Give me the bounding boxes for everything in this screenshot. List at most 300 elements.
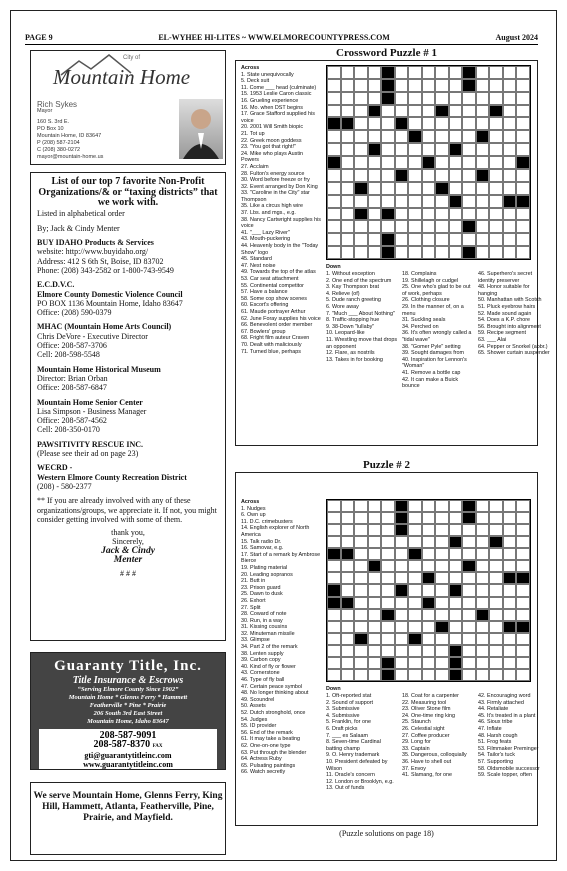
grid-cell[interactable] bbox=[435, 584, 449, 596]
grid-cell[interactable] bbox=[462, 66, 476, 79]
grid-cell[interactable] bbox=[476, 92, 490, 105]
grid-cell[interactable] bbox=[462, 105, 476, 118]
grid-cell[interactable] bbox=[449, 560, 463, 572]
grid-cell[interactable] bbox=[462, 208, 476, 221]
grid-cell[interactable] bbox=[449, 597, 463, 609]
grid-cell[interactable] bbox=[341, 500, 355, 512]
grid-cell[interactable] bbox=[341, 669, 355, 681]
grid-cell[interactable] bbox=[354, 130, 368, 143]
puzzle-2-grid[interactable] bbox=[326, 499, 531, 682]
grid-cell[interactable] bbox=[327, 621, 341, 633]
grid-cell[interactable] bbox=[341, 536, 355, 548]
grid-cell[interactable] bbox=[476, 621, 490, 633]
grid-cell[interactable] bbox=[489, 117, 503, 130]
grid-cell[interactable] bbox=[381, 657, 395, 669]
grid-cell[interactable] bbox=[422, 500, 436, 512]
grid-cell[interactable] bbox=[395, 621, 409, 633]
grid-cell[interactable] bbox=[422, 645, 436, 657]
grid-cell[interactable] bbox=[408, 66, 422, 79]
grid-cell[interactable] bbox=[476, 130, 490, 143]
grid-cell[interactable] bbox=[462, 572, 476, 584]
grid-cell[interactable] bbox=[408, 524, 422, 536]
grid-cell[interactable] bbox=[368, 548, 382, 560]
grid-cell[interactable] bbox=[408, 548, 422, 560]
grid-cell[interactable] bbox=[422, 597, 436, 609]
grid-cell[interactable] bbox=[449, 220, 463, 233]
grid-cell[interactable] bbox=[476, 560, 490, 572]
grid-cell[interactable] bbox=[354, 512, 368, 524]
grid-cell[interactable] bbox=[327, 657, 341, 669]
grid-cell[interactable] bbox=[476, 233, 490, 246]
grid-cell[interactable] bbox=[516, 195, 530, 208]
grid-cell[interactable] bbox=[449, 117, 463, 130]
grid-cell[interactable] bbox=[354, 536, 368, 548]
grid-cell[interactable] bbox=[489, 66, 503, 79]
grid-cell[interactable] bbox=[489, 195, 503, 208]
grid-cell[interactable] bbox=[503, 621, 517, 633]
grid-cell[interactable] bbox=[381, 220, 395, 233]
grid-cell[interactable] bbox=[327, 220, 341, 233]
grid-cell[interactable] bbox=[422, 669, 436, 681]
grid-cell[interactable] bbox=[476, 220, 490, 233]
grid-cell[interactable] bbox=[341, 560, 355, 572]
grid-cell[interactable] bbox=[516, 657, 530, 669]
grid-cell[interactable] bbox=[341, 220, 355, 233]
grid-cell[interactable] bbox=[408, 143, 422, 156]
grid-cell[interactable] bbox=[354, 117, 368, 130]
grid-cell[interactable] bbox=[462, 500, 476, 512]
grid-cell[interactable] bbox=[489, 233, 503, 246]
grid-cell[interactable] bbox=[503, 117, 517, 130]
grid-cell[interactable] bbox=[327, 79, 341, 92]
grid-cell[interactable] bbox=[476, 572, 490, 584]
grid-cell[interactable] bbox=[341, 645, 355, 657]
grid-cell[interactable] bbox=[476, 597, 490, 609]
grid-cell[interactable] bbox=[381, 536, 395, 548]
grid-cell[interactable] bbox=[422, 512, 436, 524]
grid-cell[interactable] bbox=[435, 130, 449, 143]
grid-cell[interactable] bbox=[327, 182, 341, 195]
grid-cell[interactable] bbox=[368, 657, 382, 669]
grid-cell[interactable] bbox=[354, 572, 368, 584]
grid-cell[interactable] bbox=[395, 79, 409, 92]
grid-cell[interactable] bbox=[435, 169, 449, 182]
grid-cell[interactable] bbox=[476, 117, 490, 130]
grid-cell[interactable] bbox=[476, 66, 490, 79]
grid-cell[interactable] bbox=[476, 633, 490, 645]
grid-cell[interactable] bbox=[503, 512, 517, 524]
grid-cell[interactable] bbox=[435, 156, 449, 169]
grid-cell[interactable] bbox=[489, 130, 503, 143]
grid-cell[interactable] bbox=[381, 512, 395, 524]
grid-cell[interactable] bbox=[462, 169, 476, 182]
grid-cell[interactable] bbox=[489, 246, 503, 259]
grid-cell[interactable] bbox=[462, 117, 476, 130]
grid-cell[interactable] bbox=[449, 156, 463, 169]
grid-cell[interactable] bbox=[327, 524, 341, 536]
grid-cell[interactable] bbox=[368, 633, 382, 645]
grid-cell[interactable] bbox=[327, 92, 341, 105]
grid-cell[interactable] bbox=[489, 536, 503, 548]
grid-cell[interactable] bbox=[476, 156, 490, 169]
grid-cell[interactable] bbox=[354, 657, 368, 669]
grid-cell[interactable] bbox=[368, 536, 382, 548]
grid-cell[interactable] bbox=[422, 524, 436, 536]
grid-cell[interactable] bbox=[381, 208, 395, 221]
grid-cell[interactable] bbox=[489, 79, 503, 92]
grid-cell[interactable] bbox=[489, 182, 503, 195]
grid-cell[interactable] bbox=[462, 524, 476, 536]
grid-cell[interactable] bbox=[516, 584, 530, 596]
grid-cell[interactable] bbox=[516, 246, 530, 259]
grid-cell[interactable] bbox=[327, 572, 341, 584]
grid-cell[interactable] bbox=[354, 105, 368, 118]
grid-cell[interactable] bbox=[354, 208, 368, 221]
grid-cell[interactable] bbox=[368, 609, 382, 621]
grid-cell[interactable] bbox=[408, 512, 422, 524]
grid-cell[interactable] bbox=[489, 560, 503, 572]
grid-cell[interactable] bbox=[516, 156, 530, 169]
grid-cell[interactable] bbox=[341, 195, 355, 208]
grid-cell[interactable] bbox=[503, 597, 517, 609]
grid-cell[interactable] bbox=[449, 500, 463, 512]
grid-cell[interactable] bbox=[381, 633, 395, 645]
grid-cell[interactable] bbox=[368, 79, 382, 92]
grid-cell[interactable] bbox=[341, 92, 355, 105]
grid-cell[interactable] bbox=[489, 169, 503, 182]
grid-cell[interactable] bbox=[395, 105, 409, 118]
grid-cell[interactable] bbox=[354, 195, 368, 208]
grid-cell[interactable] bbox=[489, 609, 503, 621]
grid-cell[interactable] bbox=[435, 195, 449, 208]
grid-cell[interactable] bbox=[395, 195, 409, 208]
grid-cell[interactable] bbox=[503, 220, 517, 233]
grid-cell[interactable] bbox=[395, 220, 409, 233]
grid-cell[interactable] bbox=[422, 572, 436, 584]
grid-cell[interactable] bbox=[422, 130, 436, 143]
grid-cell[interactable] bbox=[408, 669, 422, 681]
grid-cell[interactable] bbox=[503, 645, 517, 657]
grid-cell[interactable] bbox=[449, 169, 463, 182]
grid-cell[interactable] bbox=[408, 584, 422, 596]
grid-cell[interactable] bbox=[449, 669, 463, 681]
grid-cell[interactable] bbox=[381, 195, 395, 208]
grid-cell[interactable] bbox=[435, 500, 449, 512]
grid-cell[interactable] bbox=[381, 156, 395, 169]
grid-cell[interactable] bbox=[516, 79, 530, 92]
grid-cell[interactable] bbox=[476, 105, 490, 118]
grid-cell[interactable] bbox=[341, 621, 355, 633]
grid-cell[interactable] bbox=[422, 621, 436, 633]
grid-cell[interactable] bbox=[449, 195, 463, 208]
grid-cell[interactable] bbox=[422, 633, 436, 645]
grid-cell[interactable] bbox=[395, 500, 409, 512]
grid-cell[interactable] bbox=[327, 130, 341, 143]
grid-cell[interactable] bbox=[503, 560, 517, 572]
grid-cell[interactable] bbox=[435, 657, 449, 669]
grid-cell[interactable] bbox=[341, 79, 355, 92]
grid-cell[interactable] bbox=[435, 633, 449, 645]
grid-cell[interactable] bbox=[327, 169, 341, 182]
grid-cell[interactable] bbox=[381, 169, 395, 182]
grid-cell[interactable] bbox=[449, 233, 463, 246]
grid-cell[interactable] bbox=[354, 143, 368, 156]
grid-cell[interactable] bbox=[341, 524, 355, 536]
grid-cell[interactable] bbox=[341, 609, 355, 621]
grid-cell[interactable] bbox=[462, 597, 476, 609]
grid-cell[interactable] bbox=[408, 105, 422, 118]
grid-cell[interactable] bbox=[449, 246, 463, 259]
grid-cell[interactable] bbox=[368, 169, 382, 182]
grid-cell[interactable] bbox=[395, 669, 409, 681]
grid-cell[interactable] bbox=[449, 105, 463, 118]
grid-cell[interactable] bbox=[368, 105, 382, 118]
grid-cell[interactable] bbox=[395, 169, 409, 182]
grid-cell[interactable] bbox=[327, 560, 341, 572]
grid-cell[interactable] bbox=[422, 79, 436, 92]
grid-cell[interactable] bbox=[395, 584, 409, 596]
grid-cell[interactable] bbox=[435, 233, 449, 246]
grid-cell[interactable] bbox=[381, 645, 395, 657]
grid-cell[interactable] bbox=[408, 220, 422, 233]
grid-cell[interactable] bbox=[327, 548, 341, 560]
grid-cell[interactable] bbox=[341, 208, 355, 221]
grid-cell[interactable] bbox=[354, 560, 368, 572]
grid-cell[interactable] bbox=[503, 79, 517, 92]
grid-cell[interactable] bbox=[503, 169, 517, 182]
grid-cell[interactable] bbox=[368, 92, 382, 105]
grid-cell[interactable] bbox=[381, 524, 395, 536]
grid-cell[interactable] bbox=[462, 92, 476, 105]
grid-cell[interactable] bbox=[503, 92, 517, 105]
grid-cell[interactable] bbox=[395, 572, 409, 584]
grid-cell[interactable] bbox=[354, 548, 368, 560]
grid-cell[interactable] bbox=[516, 130, 530, 143]
grid-cell[interactable] bbox=[435, 208, 449, 221]
grid-cell[interactable] bbox=[327, 156, 341, 169]
grid-cell[interactable] bbox=[368, 524, 382, 536]
grid-cell[interactable] bbox=[503, 584, 517, 596]
grid-cell[interactable] bbox=[368, 156, 382, 169]
grid-cell[interactable] bbox=[368, 572, 382, 584]
grid-cell[interactable] bbox=[354, 156, 368, 169]
grid-cell[interactable] bbox=[381, 572, 395, 584]
grid-cell[interactable] bbox=[368, 560, 382, 572]
grid-cell[interactable] bbox=[395, 524, 409, 536]
grid-cell[interactable] bbox=[489, 669, 503, 681]
grid-cell[interactable] bbox=[476, 143, 490, 156]
grid-cell[interactable] bbox=[489, 500, 503, 512]
grid-cell[interactable] bbox=[435, 246, 449, 259]
grid-cell[interactable] bbox=[435, 572, 449, 584]
grid-cell[interactable] bbox=[422, 609, 436, 621]
grid-cell[interactable] bbox=[516, 66, 530, 79]
grid-cell[interactable] bbox=[435, 645, 449, 657]
grid-cell[interactable] bbox=[503, 657, 517, 669]
grid-cell[interactable] bbox=[354, 621, 368, 633]
grid-cell[interactable] bbox=[503, 143, 517, 156]
grid-cell[interactable] bbox=[435, 512, 449, 524]
grid-cell[interactable] bbox=[449, 92, 463, 105]
grid-cell[interactable] bbox=[341, 117, 355, 130]
grid-cell[interactable] bbox=[516, 117, 530, 130]
grid-cell[interactable] bbox=[516, 621, 530, 633]
grid-cell[interactable] bbox=[408, 117, 422, 130]
grid-cell[interactable] bbox=[462, 657, 476, 669]
grid-cell[interactable] bbox=[354, 500, 368, 512]
grid-cell[interactable] bbox=[395, 156, 409, 169]
grid-cell[interactable] bbox=[327, 536, 341, 548]
grid-cell[interactable] bbox=[516, 233, 530, 246]
grid-cell[interactable] bbox=[422, 208, 436, 221]
grid-cell[interactable] bbox=[341, 156, 355, 169]
grid-cell[interactable] bbox=[422, 548, 436, 560]
grid-cell[interactable] bbox=[462, 512, 476, 524]
grid-cell[interactable] bbox=[368, 220, 382, 233]
grid-cell[interactable] bbox=[368, 246, 382, 259]
grid-cell[interactable] bbox=[476, 548, 490, 560]
grid-cell[interactable] bbox=[489, 105, 503, 118]
grid-cell[interactable] bbox=[368, 621, 382, 633]
grid-cell[interactable] bbox=[476, 645, 490, 657]
grid-cell[interactable] bbox=[449, 143, 463, 156]
grid-cell[interactable] bbox=[341, 657, 355, 669]
grid-cell[interactable] bbox=[449, 524, 463, 536]
grid-cell[interactable] bbox=[503, 669, 517, 681]
grid-cell[interactable] bbox=[381, 143, 395, 156]
grid-cell[interactable] bbox=[422, 105, 436, 118]
grid-cell[interactable] bbox=[327, 233, 341, 246]
grid-cell[interactable] bbox=[449, 645, 463, 657]
grid-cell[interactable] bbox=[341, 633, 355, 645]
grid-cell[interactable] bbox=[408, 500, 422, 512]
grid-cell[interactable] bbox=[503, 500, 517, 512]
grid-cell[interactable] bbox=[435, 143, 449, 156]
grid-cell[interactable] bbox=[408, 92, 422, 105]
grid-cell[interactable] bbox=[422, 560, 436, 572]
grid-cell[interactable] bbox=[395, 657, 409, 669]
grid-cell[interactable] bbox=[503, 130, 517, 143]
grid-cell[interactable] bbox=[341, 143, 355, 156]
grid-cell[interactable] bbox=[449, 182, 463, 195]
grid-cell[interactable] bbox=[368, 208, 382, 221]
grid-cell[interactable] bbox=[368, 597, 382, 609]
grid-cell[interactable] bbox=[341, 105, 355, 118]
grid-cell[interactable] bbox=[341, 548, 355, 560]
grid-cell[interactable] bbox=[408, 621, 422, 633]
grid-cell[interactable] bbox=[327, 208, 341, 221]
grid-cell[interactable] bbox=[435, 609, 449, 621]
grid-cell[interactable] bbox=[341, 572, 355, 584]
grid-cell[interactable] bbox=[449, 536, 463, 548]
grid-cell[interactable] bbox=[503, 633, 517, 645]
grid-cell[interactable] bbox=[368, 143, 382, 156]
grid-cell[interactable] bbox=[408, 597, 422, 609]
grid-cell[interactable] bbox=[395, 66, 409, 79]
grid-cell[interactable] bbox=[489, 208, 503, 221]
grid-cell[interactable] bbox=[368, 500, 382, 512]
grid-cell[interactable] bbox=[476, 584, 490, 596]
grid-cell[interactable] bbox=[368, 117, 382, 130]
grid-cell[interactable] bbox=[381, 130, 395, 143]
grid-cell[interactable] bbox=[327, 597, 341, 609]
grid-cell[interactable] bbox=[489, 524, 503, 536]
grid-cell[interactable] bbox=[408, 169, 422, 182]
grid-cell[interactable] bbox=[516, 500, 530, 512]
grid-cell[interactable] bbox=[449, 584, 463, 596]
grid-cell[interactable] bbox=[395, 633, 409, 645]
grid-cell[interactable] bbox=[381, 584, 395, 596]
grid-cell[interactable] bbox=[462, 645, 476, 657]
grid-cell[interactable] bbox=[516, 220, 530, 233]
grid-cell[interactable] bbox=[476, 195, 490, 208]
grid-cell[interactable] bbox=[489, 621, 503, 633]
grid-cell[interactable] bbox=[408, 657, 422, 669]
grid-cell[interactable] bbox=[395, 117, 409, 130]
grid-cell[interactable] bbox=[381, 597, 395, 609]
grid-cell[interactable] bbox=[422, 117, 436, 130]
grid-cell[interactable] bbox=[381, 621, 395, 633]
grid-cell[interactable] bbox=[462, 130, 476, 143]
grid-cell[interactable] bbox=[462, 560, 476, 572]
grid-cell[interactable] bbox=[408, 560, 422, 572]
grid-cell[interactable] bbox=[503, 182, 517, 195]
grid-cell[interactable] bbox=[327, 66, 341, 79]
grid-cell[interactable] bbox=[516, 143, 530, 156]
grid-cell[interactable] bbox=[462, 233, 476, 246]
grid-cell[interactable] bbox=[422, 233, 436, 246]
grid-cell[interactable] bbox=[462, 621, 476, 633]
grid-cell[interactable] bbox=[408, 233, 422, 246]
grid-cell[interactable] bbox=[435, 536, 449, 548]
grid-cell[interactable] bbox=[395, 609, 409, 621]
grid-cell[interactable] bbox=[408, 246, 422, 259]
grid-cell[interactable] bbox=[462, 609, 476, 621]
grid-cell[interactable] bbox=[462, 143, 476, 156]
grid-cell[interactable] bbox=[368, 233, 382, 246]
grid-cell[interactable] bbox=[341, 233, 355, 246]
grid-cell[interactable] bbox=[381, 548, 395, 560]
grid-cell[interactable] bbox=[395, 246, 409, 259]
grid-cell[interactable] bbox=[449, 79, 463, 92]
grid-cell[interactable] bbox=[516, 560, 530, 572]
grid-cell[interactable] bbox=[354, 524, 368, 536]
grid-cell[interactable] bbox=[422, 195, 436, 208]
grid-cell[interactable] bbox=[422, 66, 436, 79]
grid-cell[interactable] bbox=[435, 105, 449, 118]
grid-cell[interactable] bbox=[395, 548, 409, 560]
grid-cell[interactable] bbox=[516, 572, 530, 584]
grid-cell[interactable] bbox=[395, 143, 409, 156]
grid-cell[interactable] bbox=[503, 66, 517, 79]
grid-cell[interactable] bbox=[435, 560, 449, 572]
grid-cell[interactable] bbox=[476, 208, 490, 221]
grid-cell[interactable] bbox=[435, 66, 449, 79]
grid-cell[interactable] bbox=[341, 66, 355, 79]
grid-cell[interactable] bbox=[489, 143, 503, 156]
grid-cell[interactable] bbox=[435, 669, 449, 681]
grid-cell[interactable] bbox=[462, 584, 476, 596]
grid-cell[interactable] bbox=[381, 182, 395, 195]
grid-cell[interactable] bbox=[503, 524, 517, 536]
grid-cell[interactable] bbox=[381, 233, 395, 246]
grid-cell[interactable] bbox=[395, 208, 409, 221]
grid-cell[interactable] bbox=[503, 105, 517, 118]
grid-cell[interactable] bbox=[489, 220, 503, 233]
grid-cell[interactable] bbox=[422, 584, 436, 596]
grid-cell[interactable] bbox=[422, 169, 436, 182]
grid-cell[interactable] bbox=[489, 597, 503, 609]
